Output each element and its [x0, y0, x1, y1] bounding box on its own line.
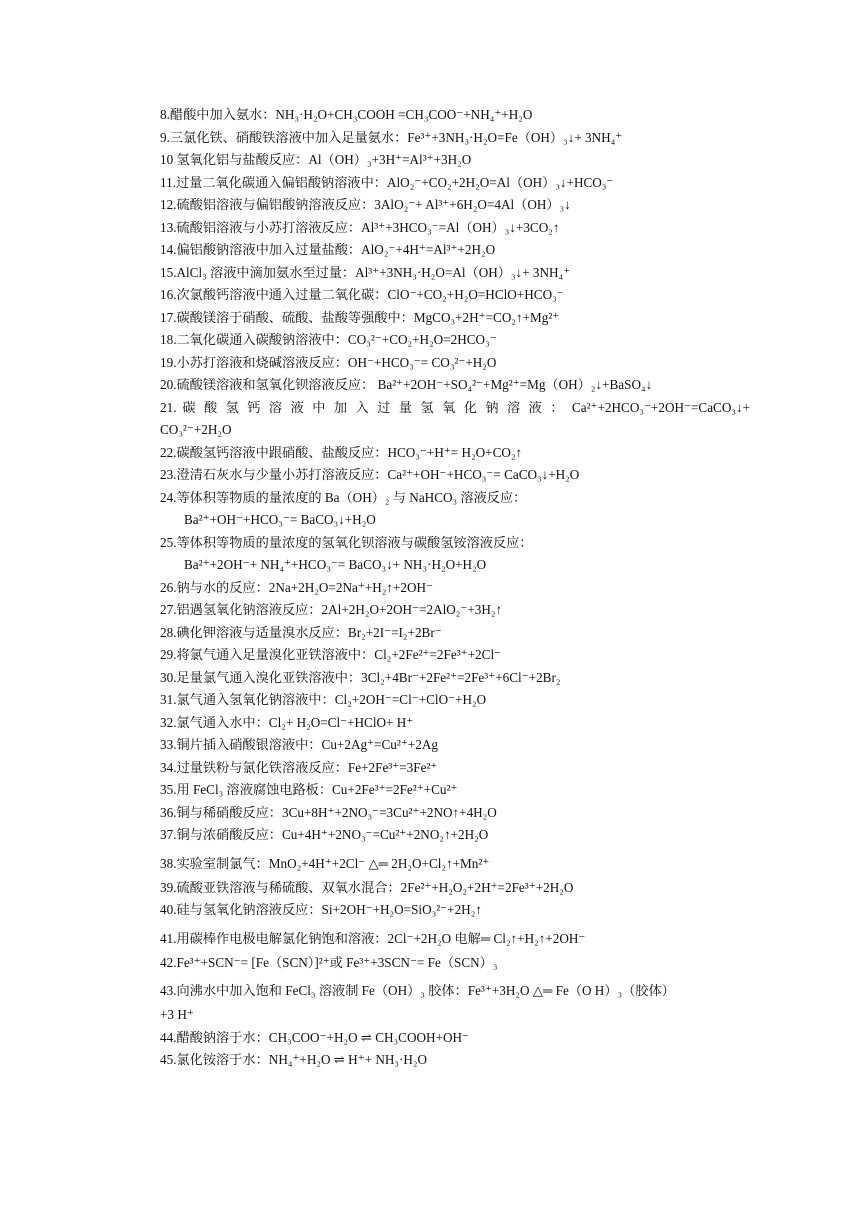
equation-line-indented: Ba²⁺+OH⁻+HCO₃⁻= BaCO₃↓+H₂O	[184, 512, 376, 527]
equation-line: 38.实验室制氯气：MnO₂+4H⁺+2Cl⁻ △═ 2H₂O+Cl₂↑+Mn²⁺	[160, 855, 490, 871]
equation-line: 22.碳酸氢钙溶液中跟硝酸、盐酸反应：HCO₃⁻+H⁺= H₂O+CO₂↑	[160, 444, 523, 460]
equation-line: 40.硅与氢氧化钠溶液反应：Si+2OH⁻+H₂O=SiO₃²⁻+2H₂↑	[160, 902, 482, 917]
equation-line: 13.硫酸铝溶液与小苏打溶液反应：Al³⁺+3HCO₃⁻=Al（OH）₃↓+3CO₂↑	[160, 219, 560, 235]
equation-line: 34.过量铁粉与氯化铁溶液反应：Fe+2Fe³⁺=3Fe²⁺	[160, 759, 438, 775]
equation-line: 30.足量氯气通入溴化亚铁溶液中：3Cl₂+4Br⁻+2Fe²⁺=2Fe³⁺+6Cl⁻+2Br₂	[160, 669, 561, 685]
equation-line: 25.等体积等物质的量浓度的氢氧化钡溶液与碳酸氢铵溶液反应：	[160, 534, 533, 550]
equation-line: 35.用 FeCl₃ 溶液腐蚀电路板：Cu+2Fe³⁺=2Fe²⁺+Cu²⁺	[160, 782, 458, 797]
equation-line-continued: CO₃²⁻+2H₂O	[160, 422, 232, 437]
equation-line: 42.Fe³⁺+SCN⁻= [Fe（SCN）]²⁺或 Fe³⁺+3SCN⁻= Fe（SCN）₃	[160, 954, 498, 970]
equation-line-indented: Ba²⁺+2OH⁻+ NH₄⁺+HCO₃⁻= BaCO₃↓+ NH₃·H₂O+H₂O	[184, 557, 487, 572]
equation-line: 24.等体积等物质的量浓度的 Ba（OH）₂ 与 NaHCO₃ 溶液反应：	[160, 489, 527, 505]
equation-line: 31.氯气通入氢氧化钠溶液中：Cl₂+2OH⁻=Cl⁻+ClO⁻+H₂O	[160, 692, 487, 707]
equation-line: 11.过量二氧化碳通入偏铝酸钠溶液中：AlO₂⁻+CO₂+2H₂O=Al（OH）₃↓+HCO₃⁻	[160, 174, 614, 190]
equation-line: 19.小苏打溶液和烧碱溶液反应：OH⁻+HCO₃⁻= CO₃²⁻+H₂O	[160, 354, 497, 370]
equation-line: 14.偏铝酸钠溶液中加入过量盐酸：AlO₂⁻+4H⁺=Al³⁺+2H₂O	[160, 242, 496, 257]
equation-line: 26.钠与水的反应：2Na+2H₂O=2Na⁺+H₂↑+2OH⁻	[160, 579, 434, 595]
equation-line: 44.醋酸钠溶于水：CH₃COO⁻+H₂O ⇌ CH₃COOH+OH⁻	[160, 1029, 469, 1045]
equation-line: 36.铜与稀硝酸反应：3Cu+8H⁺+2NO₃⁻=3Cu²⁺+2NO↑+4H₂O	[160, 804, 497, 820]
equation-line: 28.碘化钾溶液与适量溴水反应：Br₂+2I⁻=I₂+2Br⁻	[160, 624, 442, 640]
equation-line: 41.用碳棒作电极电解氯化钠饱和溶液：2Cl⁻+2H₂O 电解═ Cl₂↑+H₂↑+2OH⁻	[160, 930, 586, 946]
equation-line: 21. 碳 酸 氢 钙 溶 液 中 加 入 过 量 氢 氧 化 钠 溶 液 ： Ca²⁺+2HCO₃⁻+2OH⁻=CaCO₃↓+	[160, 399, 750, 415]
equation-line: 32.氯气通入水中：Cl₂+ H₂O=Cl⁻+HClO+ H⁺	[160, 714, 414, 730]
equation-line: 29.将氯气通入足量溴化亚铁溶液中：Cl₂+2Fe²⁺=2Fe³⁺+2Cl⁻	[160, 647, 502, 662]
equation-line: 10 氢氧化铝与盐酸反应：Al（OH）₃+3H⁺=Al³⁺+3H₂O	[160, 152, 472, 167]
equation-line: 45.氯化铵溶于水：NH₄⁺+H₂O ⇌ H⁺+ NH₃·H₂O	[160, 1052, 428, 1067]
equation-line: 15.AlCl₃ 溶液中滴加氨水至过量：Al³⁺+3NH₃·H₂O=Al（OH）₃↓+ 3NH₄⁺	[160, 264, 571, 280]
equation-line-continued: +3 H⁺	[160, 1007, 194, 1022]
equation-line: 43.向沸水中加入饱和 FeCl₃ 溶液制 Fe（OH）₃ 胶体：Fe³⁺+3H₂O △═ Fe（O H）₃（胶体）	[160, 983, 675, 998]
equation-line: 18.二氧化碳通入碳酸钠溶液中：CO₃²⁻+CO₂+H₂O=2HCO₃⁻	[160, 332, 497, 347]
equation-line: 33.铜片插入硝酸银溶液中：Cu+2Ag⁺=Cu²⁺+2Ag	[160, 737, 438, 752]
equation-line: 23.澄清石灰水与少量小苏打溶液反应：Ca²⁺+OH⁻+HCO₃⁻= CaCO₃↓+H₂O	[160, 467, 580, 482]
equation-line: 37.铜与浓硝酸反应：Cu+4H⁺+2NO₃⁻=Cu²⁺+2NO₂↑+2H₂O	[160, 827, 489, 842]
equation-line: 9.三氯化铁、硝酸铁溶液中加入足量氨水：Fe³⁺+3NH₃·H₂O=Fe（OH）₃↓+ 3NH₄⁺	[160, 129, 623, 145]
equation-line: 17.碳酸镁溶于硝酸、硫酸、盐酸等强酸中：MgCO₃+2H⁺=CO₂↑+Mg²⁺	[160, 309, 560, 325]
equation-line: 8.醋酸中加入氨水：NH₃·H₂O+CH₃COOH =CH₃COO⁻+NH₄⁺+H₂O	[160, 107, 533, 122]
equation-line: 27.铝遇氢氧化钠溶液反应：2Al+2H₂O+2OH⁻=2AlO₂⁻+3H₂↑	[160, 602, 503, 617]
equation-line: 39.硫酸亚铁溶液与稀硫酸、双氧水混合：2Fe²⁺+H₂O₂+2H⁺=2Fe³⁺+2H₂O	[160, 879, 574, 895]
equation-list	[160, 104, 750, 1072]
equation-line: 16.次氯酸钙溶液中通入过量二氧化碳：ClO⁻+CO₂+H₂O=HClO+HCO₃⁻	[160, 287, 564, 302]
equation-line: 12.硫酸铝溶液与偏铝酸钠溶液反应：3AlO₂⁻+ Al³⁺+6H₂O=4Al（OH）₃↓	[160, 197, 571, 212]
equation-line: 20.硫酸镁溶液和氢氧化钡溶液反应： Ba²⁺+2OH⁻+SO₄²⁻+Mg²⁺=Mg（OH）₂↓+BaSO₄↓	[160, 377, 653, 392]
